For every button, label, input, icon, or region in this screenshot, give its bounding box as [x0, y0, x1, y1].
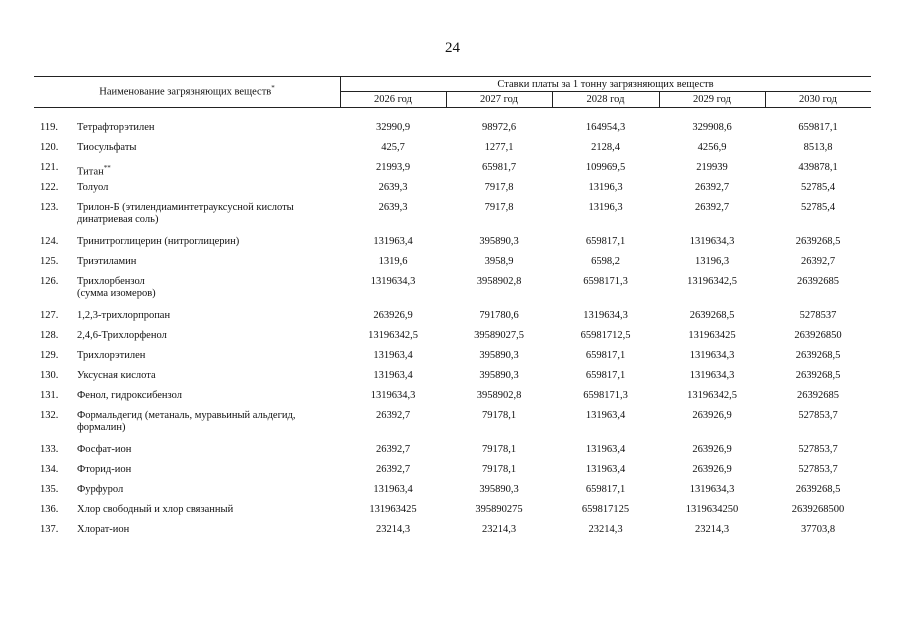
rate-value: 329908,6 [692, 122, 732, 133]
rate-value: 26392,7 [694, 202, 730, 213]
rate-value: 109969,5 [585, 162, 626, 173]
rate-value: 131963,4 [373, 484, 413, 495]
rate-value: 131963,4 [585, 444, 626, 455]
rate-value: 395890,3 [479, 370, 519, 381]
year-header: 2030 год [799, 94, 837, 105]
substance-name: Хлор свободный и хлор связанный [77, 504, 234, 515]
rate-value: 131963,4 [585, 464, 626, 475]
row-number: 130. [40, 370, 59, 381]
rate-value: 21993,9 [375, 162, 411, 173]
rate-value: 98972,6 [481, 122, 517, 133]
row-number: 136. [40, 504, 59, 515]
rate-value: 1319634,3 [689, 236, 735, 247]
rate-value: 26392,7 [800, 256, 836, 267]
rate-value: 7917,8 [484, 182, 514, 193]
substance-name: Трихлорбензол (сумма изомеров) [77, 276, 156, 299]
rate-value: 2128,4 [591, 142, 620, 153]
year-header: 2029 год [693, 94, 731, 105]
table-header-top-rule [34, 76, 871, 77]
rate-value: 659817,1 [585, 484, 626, 495]
rate-value: 263926,9 [692, 464, 732, 475]
rate-value: 5278537 [799, 310, 837, 321]
rate-value: 131963,4 [373, 236, 413, 247]
rate-value: 263926,9 [692, 410, 732, 421]
substance-name: Тиосульфаты [77, 142, 137, 153]
rate-value: 131963,4 [373, 370, 413, 381]
rate-value: 32990,9 [375, 122, 411, 133]
row-number: 125. [40, 256, 59, 267]
substance-name: Формальдегид (метаналь, муравьиный альдегид, формалин) [77, 410, 296, 433]
substance-name: Фурфурол [77, 484, 124, 495]
rate-value: 65981712,5 [580, 330, 631, 341]
rate-value: 2639,3 [378, 182, 408, 193]
row-number: 135. [40, 484, 59, 495]
rate-value: 2639268,5 [689, 310, 735, 321]
rate-value: 26392685 [797, 390, 839, 401]
rate-value: 6598171,3 [583, 276, 628, 287]
rate-value: 395890,3 [479, 350, 519, 361]
row-number: 121. [40, 162, 59, 173]
rate-value: 3958,9 [484, 256, 514, 267]
rate-value: 1319634,3 [583, 310, 628, 321]
rate-value: 659817,1 [585, 350, 626, 361]
rate-value: 1319634,3 [370, 390, 416, 401]
rate-value: 13196342,5 [687, 276, 737, 287]
rate-value: 2639,3 [378, 202, 408, 213]
rate-value: 1319634,3 [689, 484, 735, 495]
rate-value: 6598,2 [591, 256, 620, 267]
row-number: 119. [40, 122, 58, 133]
rate-value: 395890,3 [479, 236, 519, 247]
rate-value: 52785,4 [800, 202, 836, 213]
rate-value: 4256,9 [697, 142, 727, 153]
substance-name: 1,2,3-трихлорпропан [77, 310, 171, 321]
row-number: 129. [40, 350, 59, 361]
rate-value: 425,7 [381, 142, 405, 153]
substance-name: Фторид-ион [77, 464, 132, 475]
rate-value: 659817,1 [585, 370, 626, 381]
row-number: 123. [40, 202, 59, 213]
row-number: 137. [40, 524, 59, 535]
rate-value: 527853,7 [798, 410, 838, 421]
rate-value: 131963425 [688, 330, 736, 341]
row-number: 126. [40, 276, 59, 287]
rates-header: Ставки платы за 1 тонну загрязняющих веществ [497, 79, 714, 90]
substance-name: Фенол, гидроксибензол [77, 390, 182, 401]
rate-value: 263926,9 [692, 444, 732, 455]
rate-value: 13196342,5 [687, 390, 737, 401]
table-header-middle-rule [340, 91, 871, 92]
rate-value: 527853,7 [798, 444, 838, 455]
rate-value: 439878,1 [798, 162, 838, 173]
rate-value: 23214,3 [481, 524, 517, 535]
rate-value: 13196,3 [588, 182, 623, 193]
rate-value: 8513,8 [803, 142, 833, 153]
rate-value: 1319634,3 [370, 276, 416, 287]
rate-value: 65981,7 [481, 162, 517, 173]
rate-value: 6598171,3 [583, 390, 628, 401]
rate-value: 79178,1 [481, 464, 517, 475]
table-header-bottom-rule [34, 107, 871, 108]
rate-value: 263926850 [794, 330, 842, 341]
rate-value: 23214,3 [588, 524, 623, 535]
rate-value: 527853,7 [798, 464, 838, 475]
rate-value: 395890,3 [479, 484, 519, 495]
rate-value: 3958902,8 [476, 276, 522, 287]
rate-value: 26392685 [797, 276, 839, 287]
substance-name: Трихлорэтилен [77, 350, 146, 361]
substance-name: Титан** [77, 164, 111, 178]
rate-value: 164954,3 [585, 122, 626, 133]
row-number: 124. [40, 236, 59, 247]
rate-value: 659817,1 [798, 122, 838, 133]
rate-value: 131963,4 [373, 350, 413, 361]
substance-name: Тетрафторэтилен [77, 122, 155, 133]
rate-value: 26392,7 [694, 182, 730, 193]
rate-value: 395890275 [475, 504, 523, 515]
row-number: 120. [40, 142, 59, 153]
substance-name: 2,4,6-Трихлорфенол [77, 330, 167, 341]
substance-name: Трилон-Б (этилендиаминтетрауксусной кислоты динатриевая соль) [77, 202, 294, 225]
rate-value: 2639268,5 [795, 484, 841, 495]
rate-value: 2639268,5 [795, 370, 841, 381]
rate-value: 2639268500 [791, 504, 845, 515]
year-header: 2026 год [374, 94, 412, 105]
year-header: 2028 год [586, 94, 625, 105]
rate-value: 263926,9 [373, 310, 413, 321]
rate-value: 1319634250 [685, 504, 739, 515]
rate-value: 659817125 [581, 504, 630, 515]
rate-value: 26392,7 [375, 410, 411, 421]
substance-name: Уксусная кислота [77, 370, 156, 381]
rate-value: 79178,1 [481, 444, 517, 455]
rate-value: 13196,3 [694, 256, 730, 267]
year-header: 2027 год [480, 94, 518, 105]
rate-value: 659817,1 [585, 236, 626, 247]
rate-value: 23214,3 [375, 524, 411, 535]
rate-value: 1319634,3 [689, 370, 735, 381]
row-number: 134. [40, 464, 59, 475]
rate-value: 7917,8 [484, 202, 514, 213]
rate-value: 1319,6 [378, 256, 408, 267]
rate-value: 1319634,3 [689, 350, 735, 361]
rate-value: 131963425 [369, 504, 417, 515]
row-number: 128. [40, 330, 59, 341]
rate-value: 13196,3 [588, 202, 623, 213]
row-number: 131. [40, 390, 59, 401]
substance-name: Тринитроглицерин (нитроглицерин) [77, 236, 240, 247]
row-number: 127. [40, 310, 59, 321]
substance-name: Хлорат-ион [77, 524, 130, 535]
row-number: 132. [40, 410, 59, 421]
substance-name-header: Наименование загрязняющих веществ* [99, 84, 275, 98]
rate-value: 52785,4 [800, 182, 836, 193]
rate-value: 219939 [696, 162, 728, 173]
rate-value: 23214,3 [694, 524, 730, 535]
substance-name: Триэтиламин [77, 256, 137, 267]
rate-value: 2639268,5 [795, 236, 841, 247]
rate-value: 39589027,5 [474, 330, 524, 341]
substance-name: Фосфат-ион [77, 444, 132, 455]
rate-value: 131963,4 [585, 410, 626, 421]
rate-value: 79178,1 [481, 410, 517, 421]
rate-value: 37703,8 [800, 524, 836, 535]
rate-value: 13196342,5 [368, 330, 418, 341]
row-number: 122. [40, 182, 59, 193]
page-number: 24 [445, 40, 460, 56]
rate-value: 791780,6 [479, 310, 519, 321]
row-number: 133. [40, 444, 59, 455]
footnote-mark: ** [103, 164, 111, 172]
rate-value: 1277,1 [484, 142, 514, 153]
rate-value: 26392,7 [375, 444, 411, 455]
rate-value: 2639268,5 [795, 350, 841, 361]
rate-value: 26392,7 [375, 464, 411, 475]
substance-name: Толуол [77, 182, 109, 193]
rate-value: 3958902,8 [476, 390, 522, 401]
